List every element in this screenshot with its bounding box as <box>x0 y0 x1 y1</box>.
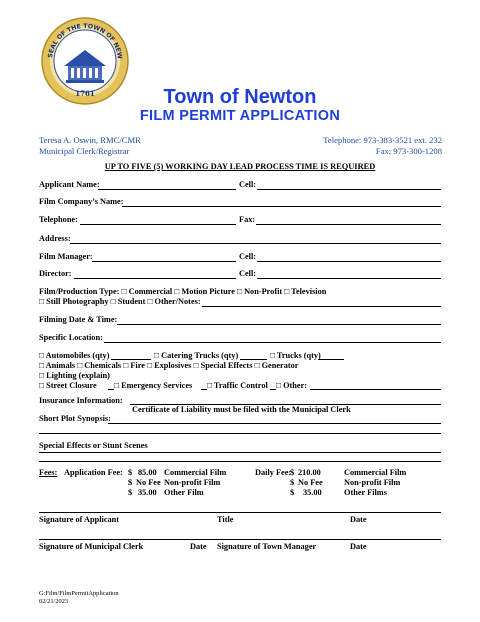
application-fee-label: Application Fee: <box>64 468 123 477</box>
title-label: Title <box>217 515 234 524</box>
daily-fee-amount: No Fee <box>298 478 323 487</box>
seal-year: 1761 <box>75 89 95 98</box>
emergency-services-option[interactable]: □ Emergency Services <box>114 381 193 390</box>
production-type-options[interactable]: Film/Production Type: □ Commercial □ Motion Picture □ Non-Profit □ Television <box>39 287 327 296</box>
address-label: Address: <box>39 234 71 243</box>
fax-field[interactable] <box>256 224 441 225</box>
manager-date-label: Date <box>350 542 367 551</box>
manager-cell-field[interactable] <box>257 261 441 262</box>
footer <box>39 590 119 606</box>
clerk-date-label: Date <box>190 542 207 551</box>
clerk-title: Municipal Clerk/Registrar <box>39 145 130 156</box>
daily-fee-amount: 35.00 <box>303 488 322 497</box>
certificate-note: Certificate of Liability must be filed with the Municipal Clerk <box>132 405 351 414</box>
footer-date: 02/21/2023 <box>39 598 69 605</box>
other-option[interactable]: □ Other: <box>276 381 308 390</box>
daily-fee-currency: $ <box>290 478 295 487</box>
app-fee-desc: Commercial Film <box>164 468 227 477</box>
special-effects-field[interactable] <box>39 452 441 453</box>
other-field[interactable] <box>310 389 441 390</box>
director-cell-field[interactable] <box>257 278 441 279</box>
daily-fee-label: Daily Fee: <box>255 468 292 477</box>
form-title: FILM PERMIT APPLICATION <box>139 108 341 124</box>
daily-fee-amount: 210.00 <box>298 468 321 477</box>
address-field[interactable] <box>70 243 441 244</box>
fees-label: Fees: <box>39 468 58 477</box>
applicant-name-label: Applicant Name: <box>39 180 100 189</box>
app-fee-amount: 85.00 <box>138 468 157 477</box>
insurance-label: Insurance Information: <box>39 396 123 405</box>
filming-date-label: Filming Date & Time: <box>39 315 118 324</box>
app-fee-amount: No Fee <box>136 478 161 487</box>
plot-synopsis-field-2[interactable] <box>39 433 441 434</box>
plot-synopsis-field[interactable] <box>108 423 441 424</box>
catering-option[interactable]: □ Catering Trucks (qty) <box>154 351 239 360</box>
fax-label: Fax: <box>239 215 256 224</box>
office-fax: Fax: 973-300-1208 <box>375 145 442 156</box>
film-manager-field[interactable] <box>92 261 236 262</box>
applicant-cell-field[interactable] <box>257 189 441 190</box>
production-type-options-2[interactable]: □ Still Photography □ Student □ Other/Notes: <box>39 297 201 306</box>
daily-fee-desc: Commercial Film <box>344 468 407 477</box>
app-fee-currency: $ <box>128 488 133 497</box>
footer-file-path: G:Film/FilmPermitApplication <box>39 590 119 597</box>
lighting-option[interactable]: □ Lighting (explain) <box>39 371 110 380</box>
street-closure-option[interactable]: □ Street Closure <box>39 381 97 390</box>
special-effects-field-2[interactable] <box>39 461 441 462</box>
film-manager-label: Film Manager: <box>39 252 93 261</box>
telephone-label: Telephone: <box>39 215 78 224</box>
applicant-name-field[interactable] <box>98 189 236 190</box>
applicant-date-label: Date <box>350 515 367 524</box>
director-cell-label: Cell: <box>239 269 257 278</box>
director-field[interactable] <box>74 278 236 279</box>
trucks-qty-field[interactable] <box>318 359 344 360</box>
clerk-signature-label: Signature of Municipal Clerk <box>39 542 144 551</box>
specific-location-field[interactable] <box>104 342 441 343</box>
film-company-field[interactable] <box>122 206 441 207</box>
filming-date-field[interactable] <box>117 324 441 325</box>
film-company-label: Film Company’s Name: <box>39 197 124 206</box>
lead-time-notice: UP TO FIVE (5) WORKING DAY LEAD PROCESS TIME IS REQUIRED <box>104 162 376 171</box>
manager-signature-label: Signature of Town Manager <box>217 542 317 551</box>
director-label: Director: <box>39 269 72 278</box>
automobiles-qty-field[interactable] <box>111 359 151 360</box>
specific-location-label: Specific Location: <box>39 333 103 342</box>
office-contact <box>323 135 442 156</box>
app-fee-desc: Other Film <box>164 488 204 497</box>
trucks-option[interactable]: □ Trucks (qty) <box>270 351 321 360</box>
special-needs-options[interactable]: □ Animals □ Chemicals □ Fire □ Explosives □ Special Effects □ Generator <box>39 361 299 370</box>
official-signature-line[interactable] <box>39 539 441 540</box>
plot-synopsis-label: Short Plot Synopsis: <box>39 414 111 423</box>
clerk-name: Teresa A. Oswin, RMC/CMR <box>39 135 141 145</box>
applicant-signature-line[interactable] <box>39 512 441 513</box>
office-phone: Telephone: 973-383-3521 ext. 232 <box>323 135 442 145</box>
daily-fee-desc: Non-profit Film <box>344 478 401 487</box>
daily-fee-currency: $ <box>290 488 295 497</box>
town-name: Town of Newton <box>163 86 317 108</box>
applicant-signature-label: Signature of Applicant <box>39 515 120 524</box>
traffic-control-option[interactable]: □ Traffic Control <box>207 381 268 390</box>
daily-fee-desc: Other Films <box>344 488 387 497</box>
app-fee-currency: $ <box>128 468 133 477</box>
catering-qty-field[interactable] <box>240 359 267 360</box>
seal-text: SEAL OF THE TOWN OF NEW <box>47 22 124 60</box>
daily-fee-currency: $ <box>290 468 295 477</box>
applicant-cell-label: Cell: <box>239 180 257 189</box>
app-fee-amount: 35.00 <box>138 488 157 497</box>
automobiles-option[interactable]: □ Automobiles (qty) <box>39 351 110 360</box>
app-fee-desc: Non-profit Film <box>164 478 221 487</box>
other-notes-field[interactable] <box>202 306 441 307</box>
clerk-info <box>39 135 141 156</box>
telephone-field[interactable] <box>80 224 236 225</box>
manager-cell-label: Cell: <box>239 252 257 261</box>
app-fee-currency: $ <box>128 478 133 487</box>
special-effects-label: Special Effects or Stunt Scenes <box>39 441 148 450</box>
